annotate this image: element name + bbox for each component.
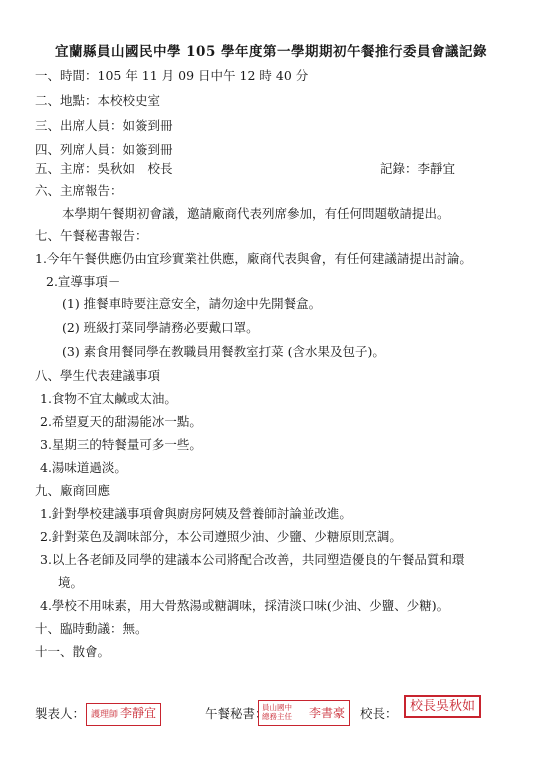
item-attendees: 三、出席人員：如簽到冊	[35, 118, 173, 133]
item-observers: 四、列席人員：如簽到冊	[35, 142, 173, 157]
secretary-label: 午餐秘書：	[205, 706, 268, 721]
secretary-stamp-name: 李書豪	[308, 706, 345, 720]
vendor-item-1: 1.針對學校建議事項會與廚房阿姨及營養師討論並改進。	[40, 506, 352, 521]
student-item-2: 2.希望夏天的甜湯能冰一點。	[40, 414, 202, 429]
item-place: 二、地點：本校校史室	[35, 93, 161, 108]
preparer-stamp	[86, 703, 161, 726]
secretary-stamp	[258, 700, 350, 726]
chair-report-text: 本學期午餐期初會議，邀請廠商代表列席參加，有任何問題敬請提出。	[62, 206, 450, 221]
principal-stamp: 校長吳秋如	[404, 695, 481, 718]
vendor-item-2: 2.針對菜色及調味部分，本公司遵照少油、少鹽、少糖原則烹調。	[40, 529, 402, 544]
item-motions: 十、臨時動議：無。	[35, 621, 148, 636]
item-chair: 五、主席：吳秋如 校長	[35, 161, 173, 176]
item-recorder: 記錄：李靜宜	[380, 161, 456, 176]
secretary-item-2: 2.宣導事項－	[46, 274, 121, 289]
student-heading: 八、學生代表建議事項	[35, 368, 161, 383]
secretary-stamp-line1: 員山國中	[262, 703, 292, 712]
preparer-stamp-title: 護理師	[91, 710, 119, 720]
student-item-1: 1.食物不宜太鹹或太油。	[40, 391, 177, 406]
student-item-4: 4.湯味道過淡。	[40, 460, 127, 475]
secretary-item-2-2: (2) 班級打菜同學請務必要戴口罩。	[62, 320, 259, 335]
student-item-3: 3.星期三的特餐量可多一些。	[40, 437, 202, 452]
preparer-stamp-name: 李靜宜	[120, 706, 157, 720]
vendor-item-3-line2: 境。	[58, 575, 84, 590]
principal-label: 校長：	[360, 706, 398, 721]
vendor-item-3-line1: 3.以上各老師及同學的建議本公司將配合改善，共同塑造優良的午餐品質和環	[40, 552, 465, 567]
secretary-heading: 七、午餐秘書報告：	[35, 228, 148, 243]
secretary-item-2-3: (3) 素食用餐同學在教職員用餐教室打菜 (含水果及包子)。	[62, 344, 385, 359]
chair-report-heading: 六、主席報告：	[35, 183, 123, 198]
preparer-label: 製表人：	[35, 706, 86, 721]
vendor-item-4: 4.學校不用味素，用大骨熬湯或糖調味，採清淡口味(少油、少鹽、少糖)。	[40, 598, 450, 613]
item-time: 一、時間：105 年 11 月 09 日中午 12 時 40 分	[35, 68, 309, 83]
item-adjourn: 十一、散會。	[35, 644, 111, 659]
vendor-heading: 九、廠商回應	[35, 483, 111, 498]
secretary-stamp-line2: 總務主任	[262, 712, 292, 721]
document-title: 宜蘭縣員山國民中學 105 學年度第一學期期初午餐推行委員會議記錄	[54, 44, 488, 60]
secretary-item-2-1: (1) 推餐車時要注意安全，請勿途中先開餐盒。	[62, 296, 322, 311]
secretary-item-1: 1.今年午餐供應仍由宜珍實業社供應，廠商代表與會，有任何建議請提出討論。	[35, 251, 472, 266]
